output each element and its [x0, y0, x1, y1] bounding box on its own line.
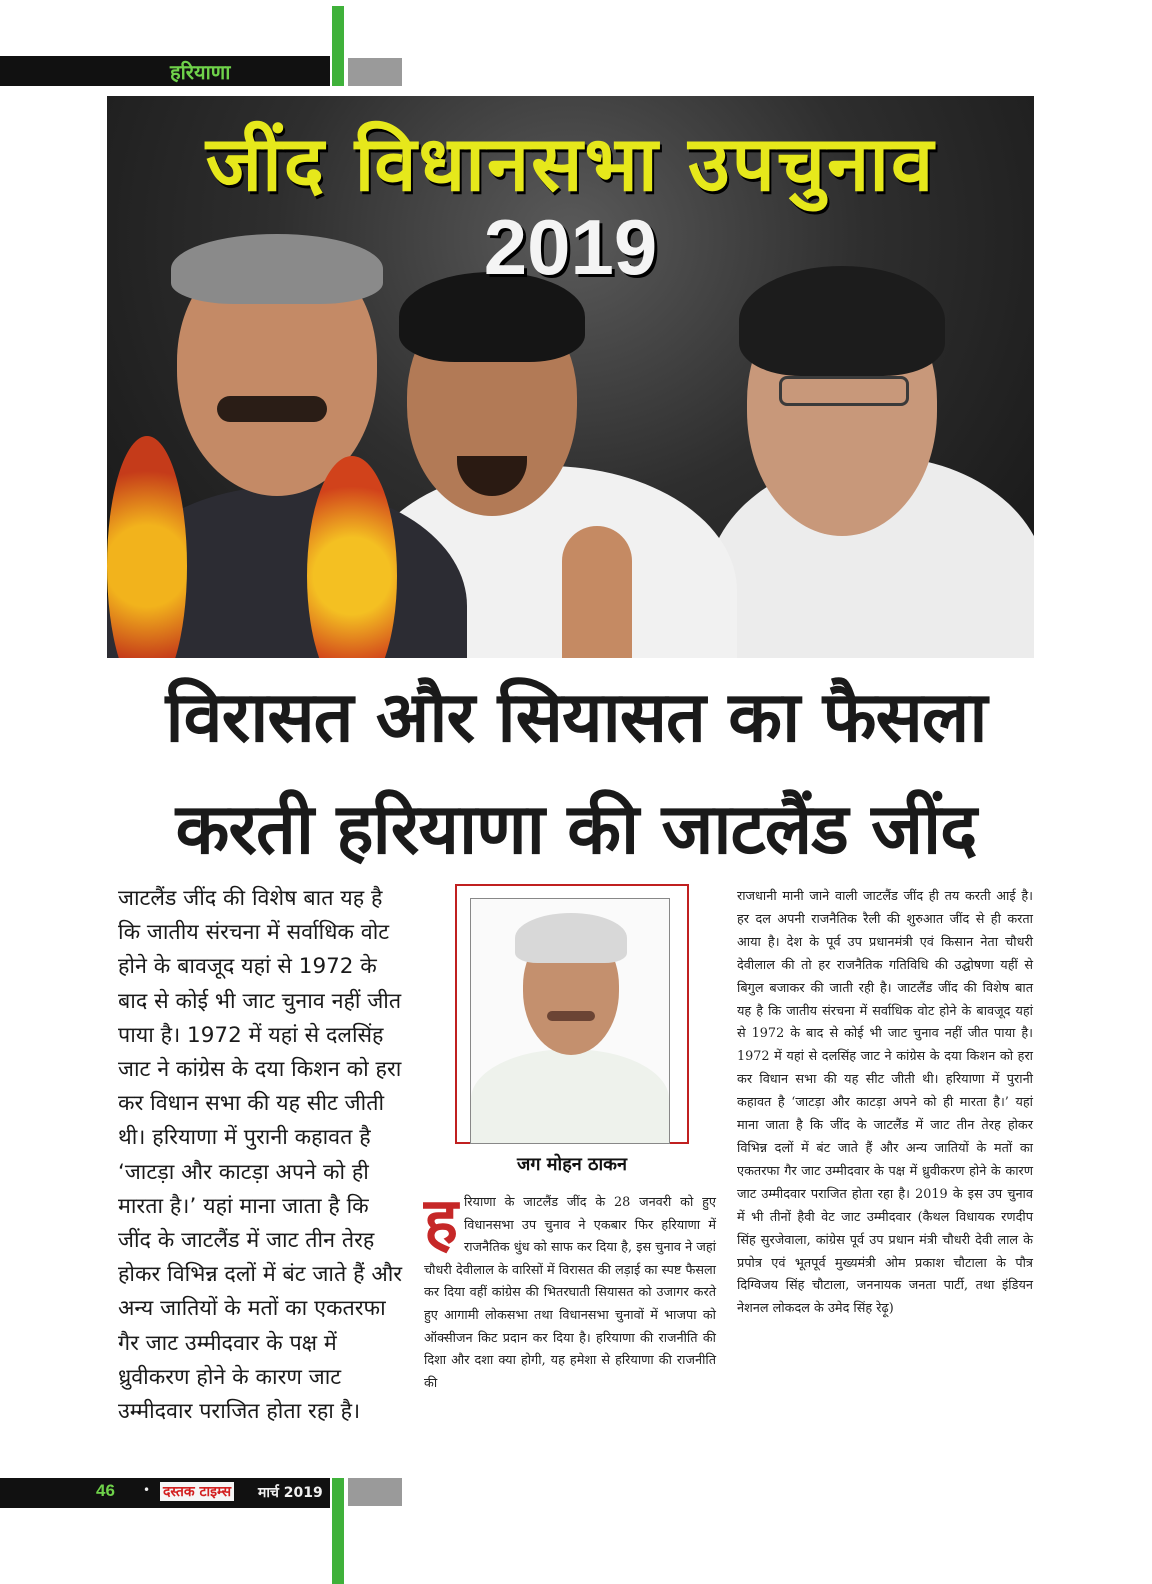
- footer-accent-gray: [348, 1478, 402, 1506]
- footer-bullet: •: [143, 1483, 151, 1497]
- article-column-2: [424, 1185, 716, 1395]
- page-number: 46: [96, 1481, 115, 1500]
- headline-line-1: विरासत और सियासत का फैसला: [165, 676, 987, 758]
- magazine-logo: दस्तक टाइम्स: [160, 1482, 234, 1501]
- footer-accent-green: [332, 1478, 344, 1584]
- pull-quote-column: जाटलैंड जींद की विशेष बात यह है कि जातीय संरचना में सर्वाधिक वोट होने के बावजूद यहां से 1972 के बाद से कोई भी जाट चुनाव नहीं जीत पाया है। 1972 में यहां से दलसिंह जाट ने कांग्रेस के दया किशन को हरा कर विधान सभा की यह सीट जीती थी। हरियाणा में पुरानी कहावत है ‘जाटड़ा और काटड़ा अपने को ही मारता है।’ यहां माना जाता है कि जींद के जाटलैंड में जाट तीन तेरह होकर विभिन्न दलों में बंट जाते हैं और अन्य जातियों के मतों का एकतरफा गैर जाट उम्मीदवार के पक्ष में ध्रुवीकरण होने के कारण जाट उम्मीदवार पराजित होता रहा है।: [118, 886, 403, 1425]
- issue-date: मार्च 2019: [258, 1485, 323, 1501]
- article-column-2-text: रियाणा के जाटलैंड जींद के 28 जनवरी को हुए विधानसभा उप चुनाव ने एकबार फिर हरियाणा में राजनैतिक धुंध को साफ कर दिया है, इस चुनाव ने जहां चौधरी देवीलाल के वारिसों में विरासत की लड़ाई का स्पष्ट फैसला कर दिया वहीं कांग्रेस की भितरघाती सियासत को उजागर करते हुए आगामी लोकसभा तथा विधानसभा चुनावों में भाजपा को ऑक्सीजन किट प्रदान कर दिया है। हरियाणा की राजनीति की दिशा और दशा क्या होगी, यह हमेशा से हरियाणा की राजनीति की: [424, 1195, 716, 1391]
- hero-photo: [107, 96, 1034, 658]
- header-accent-green: [332, 6, 344, 86]
- header-accent-gray: [348, 58, 402, 86]
- section-label: हरियाणा: [170, 60, 231, 84]
- hero-year: 2019: [483, 203, 658, 291]
- article-column-3: राजधानी मानी जाने वाली जाटलैंड जींद ही तय करती आई है। हर दल अपनी राजनैतिक रैली की शुरुआत जींद से ही करता आया है। देश के पूर्व उप प्रधानमंत्री एवं किसान नेता चौधरी देवीलाल की तो हर राजनैतिक गतिविधि की उद्घोषणा यहीं से बिगुल बजाकर की जाती रही है। जाटलैंड जींद की विशेष बात यह है कि जातीय संरचना में सर्वाधिक वोट होने के बावजूद यहां से 1972 के बाद से कोई भी जाट चुनाव नहीं जीत पाया है। 1972 में यहां से दलसिंह जाट ने कांग्रेस के दया किशन को हरा कर विधान सभा की यह सीट जीती थी। हरियाणा में पुरानी कहावत है ‘जाटड़ा और काटड़ा अपने को ही मारता है।’ यहां माना जाता है कि जींद के जाटलैंड में जाट तीन तेरह होकर विभिन्न दलों में बंट जाते हैं और अन्य जातियों के मतों का एकतरफा गैर जाट उम्मीदवार के पक्ष में ध्रुवीकरण होने के कारण जाट उम्मीदवार पराजित होता रहा है। 2019 के इस उप चुनाव में भी तीनों हैवी वेट जाट उम्मीदवार (कैथल विधायक रणदीप सिंह सुरजेवाला, कांग्रेस पूर्व उप प्रधान मंत्री चौधरी देवी लाल के प्रपोत्र एवं भूतपूर्व मुख्यमंत्री ओम प्रकाश चौटाला के पौत्र दिग्विजय सिंह चौटाला, जननायक जनता पार्टी, तथा इंडियन नेशनल लोकदल के उमेद सिंह रेढ़ू): [737, 889, 1033, 1317]
- hero-title: जींद विधानसभा उपचुनाव: [205, 119, 936, 208]
- author-name: जग मोहन ठाकन: [517, 1154, 627, 1175]
- headline-line-2: करती हरियाणा की जाटलैंड जींद: [175, 788, 977, 870]
- author-photo: [470, 898, 670, 1144]
- drop-cap: ह: [424, 1185, 458, 1259]
- section-header-bar: [0, 56, 330, 86]
